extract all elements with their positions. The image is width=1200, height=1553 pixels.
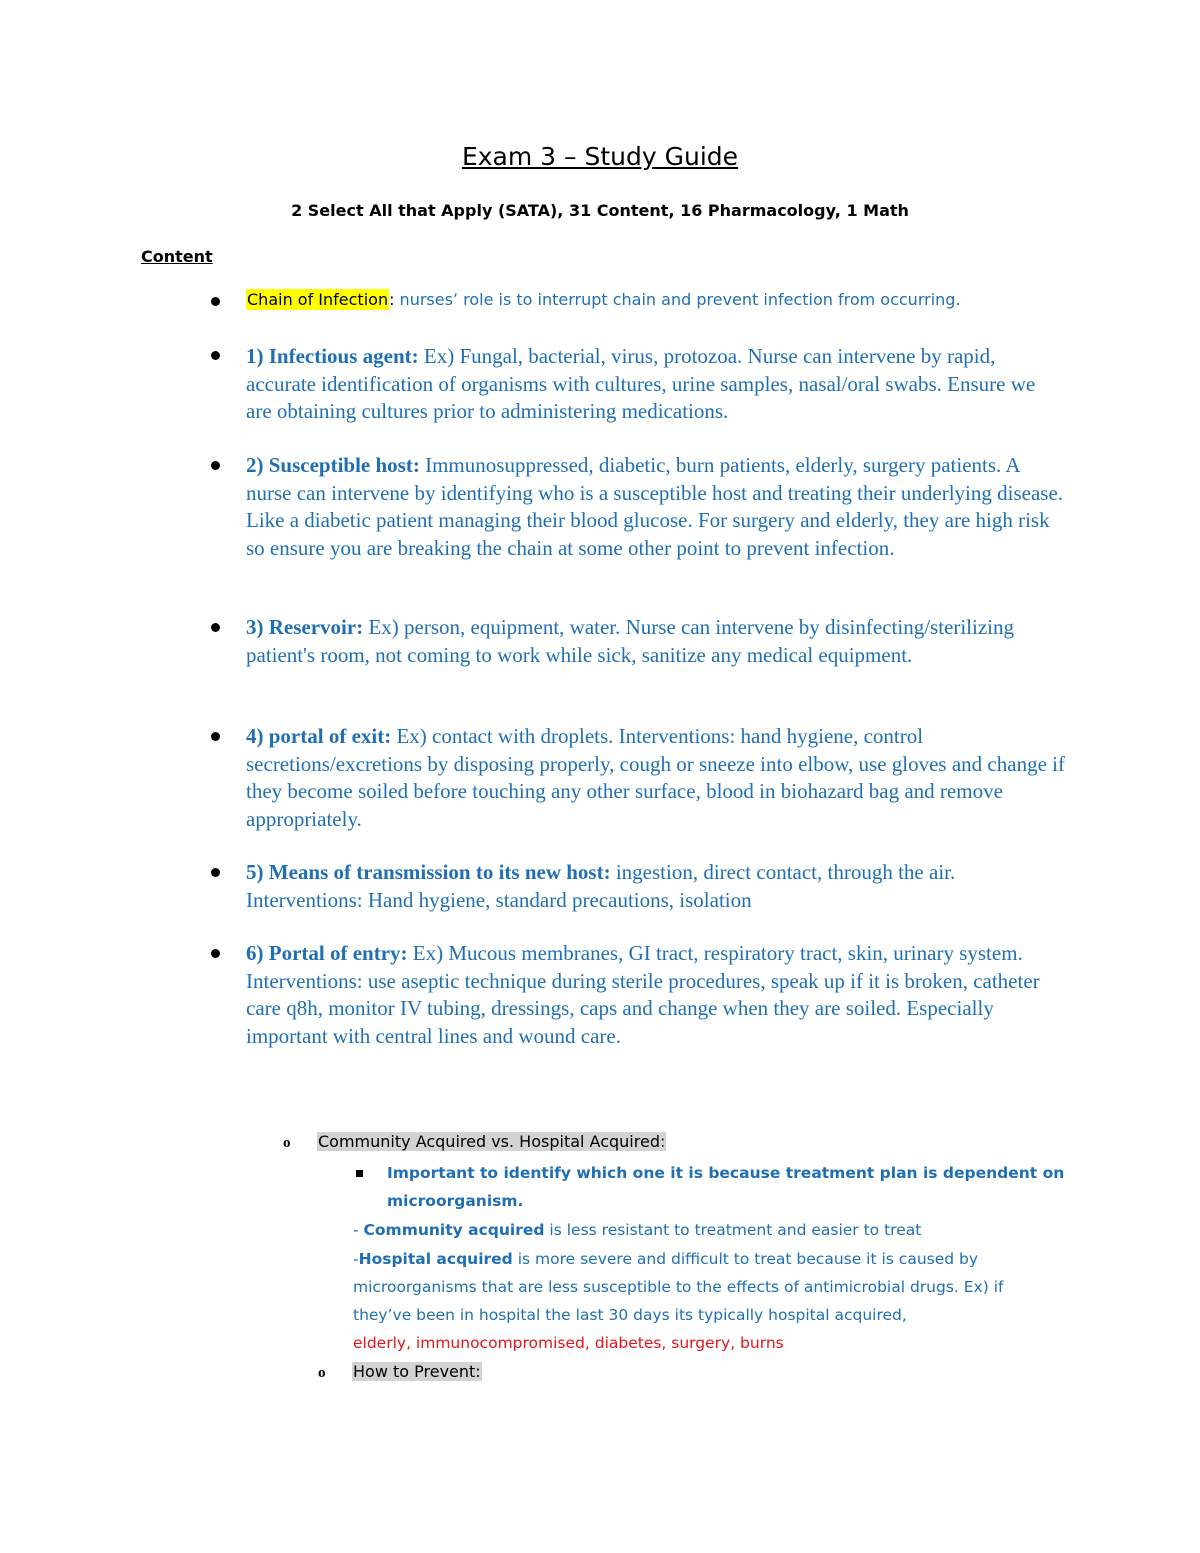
sub-bullet-icon: o xyxy=(318,1365,326,1381)
chain-of-infection-item xyxy=(246,290,961,309)
hospital-acquired-text: is more severe and difficult to treat because it is caused by microorganisms that are less susceptible to the effects of antimicrobial drugs. Ex) if they’ve been in hospital the last 30 days its typically hospital acquired, xyxy=(353,1250,1004,1324)
chain-of-infection-label: Chain of Infection xyxy=(247,290,389,309)
importance-note: Important to identify which one it is because treatment plan is dependent on microorganism. xyxy=(387,1164,1065,1210)
list-item-portal-of-entry xyxy=(246,940,1066,1050)
dash: - xyxy=(353,1250,359,1268)
list-item-susceptible-host xyxy=(246,452,1066,562)
item-text: Ex) contact with droplets. Interventions: hand hygiene, control secretions/excretions by disposing properly, cough or sneeze into elbow, use gloves and change if they become soiled before touching any other surface, blood in biohazard bag and remove appropriately. xyxy=(246,724,1065,831)
bullet-icon xyxy=(211,351,220,360)
chain-of-infection-text: nurses’ role is to interrupt chain and prevent infection from occurring. xyxy=(394,290,961,309)
bullet-icon xyxy=(211,623,220,632)
dash: - xyxy=(353,1221,364,1239)
community-acquired-term: Community acquired xyxy=(363,1221,545,1239)
bullet-icon xyxy=(211,949,220,958)
community-acquired-note xyxy=(353,1216,1053,1244)
community-acquired-text: is less resistant to treatment and easier to treat xyxy=(544,1221,922,1239)
bullet-icon xyxy=(211,732,220,741)
item-heading: 3) Reservoir: xyxy=(246,615,364,639)
item-heading: 1) Infectious agent: xyxy=(246,344,419,368)
square-bullet-icon xyxy=(356,1170,363,1177)
hospital-acquired-term: Hospital acquired xyxy=(358,1250,513,1268)
hospital-acquired-note xyxy=(353,1245,1053,1357)
list-item-infectious-agent xyxy=(246,343,1066,426)
chain-colon: : xyxy=(389,290,395,309)
item-text: Immunosuppressed, diabetic, burn patients, elderly, surgery patients. A nurse can intervene by identifying who is a susceptible host and treating their underlying disease. Like a diabetic patient managing their blood glucose. For surgery and elderly, they are high risk so ensure you are breaking the chain at some other point to prevent infection. xyxy=(246,453,1064,560)
section-heading-content: Content xyxy=(141,247,213,266)
item-text: ingestion, direct contact, through the air. Interventions: Hand hygiene, standard precautions, isolation xyxy=(246,860,956,912)
bullet-icon xyxy=(211,461,220,470)
list-item-reservoir xyxy=(246,614,1066,669)
item-heading: 6) Portal of entry: xyxy=(246,941,408,965)
sub-bullet-icon: o xyxy=(283,1135,291,1151)
list-item-portal-of-exit xyxy=(246,723,1066,833)
page-title: Exam 3 – Study Guide xyxy=(461,142,739,171)
item-heading: 5) Means of transmission to its new host: xyxy=(246,860,611,884)
exam-breakdown: 2 Select All that Apply (SATA), 31 Content, 16 Pharmacology, 1 Math xyxy=(291,201,909,220)
bullet-icon xyxy=(211,868,220,877)
community-vs-hospital-heading: Community Acquired vs. Hospital Acquired: xyxy=(318,1132,666,1151)
risk-factors: elderly, immunocompromised, diabetes, surgery, burns xyxy=(353,1334,784,1352)
item-heading: 2) Susceptible host: xyxy=(246,453,420,477)
list-item-means-of-transmission xyxy=(246,859,1066,914)
how-to-prevent-heading: How to Prevent: xyxy=(353,1362,481,1381)
item-text: Ex) person, equipment, water. Nurse can intervene by disinfecting/sterilizing patient's room, not coming to work while sick, sanitize any medical equipment. xyxy=(246,615,1015,667)
bullet-icon xyxy=(211,297,220,306)
item-text: Ex) Mucous membranes, GI tract, respiratory tract, skin, urinary system. Interventions: use aseptic technique during sterile procedures, speak up if it is broken, catheter care q8h, monitor IV tubing, dressings, caps and change when they are soiled. Especially important with central lines and wound care. xyxy=(246,941,1040,1048)
item-text: Ex) Fungal, bacterial, virus, protozoa. Nurse can intervene by rapid, accurate identification of organisms with cultures, urine samples, nasal/oral swabs. Ensure we are obtaining cultures prior to administering medications. xyxy=(246,344,1036,423)
item-heading: 4) portal of exit: xyxy=(246,724,392,748)
